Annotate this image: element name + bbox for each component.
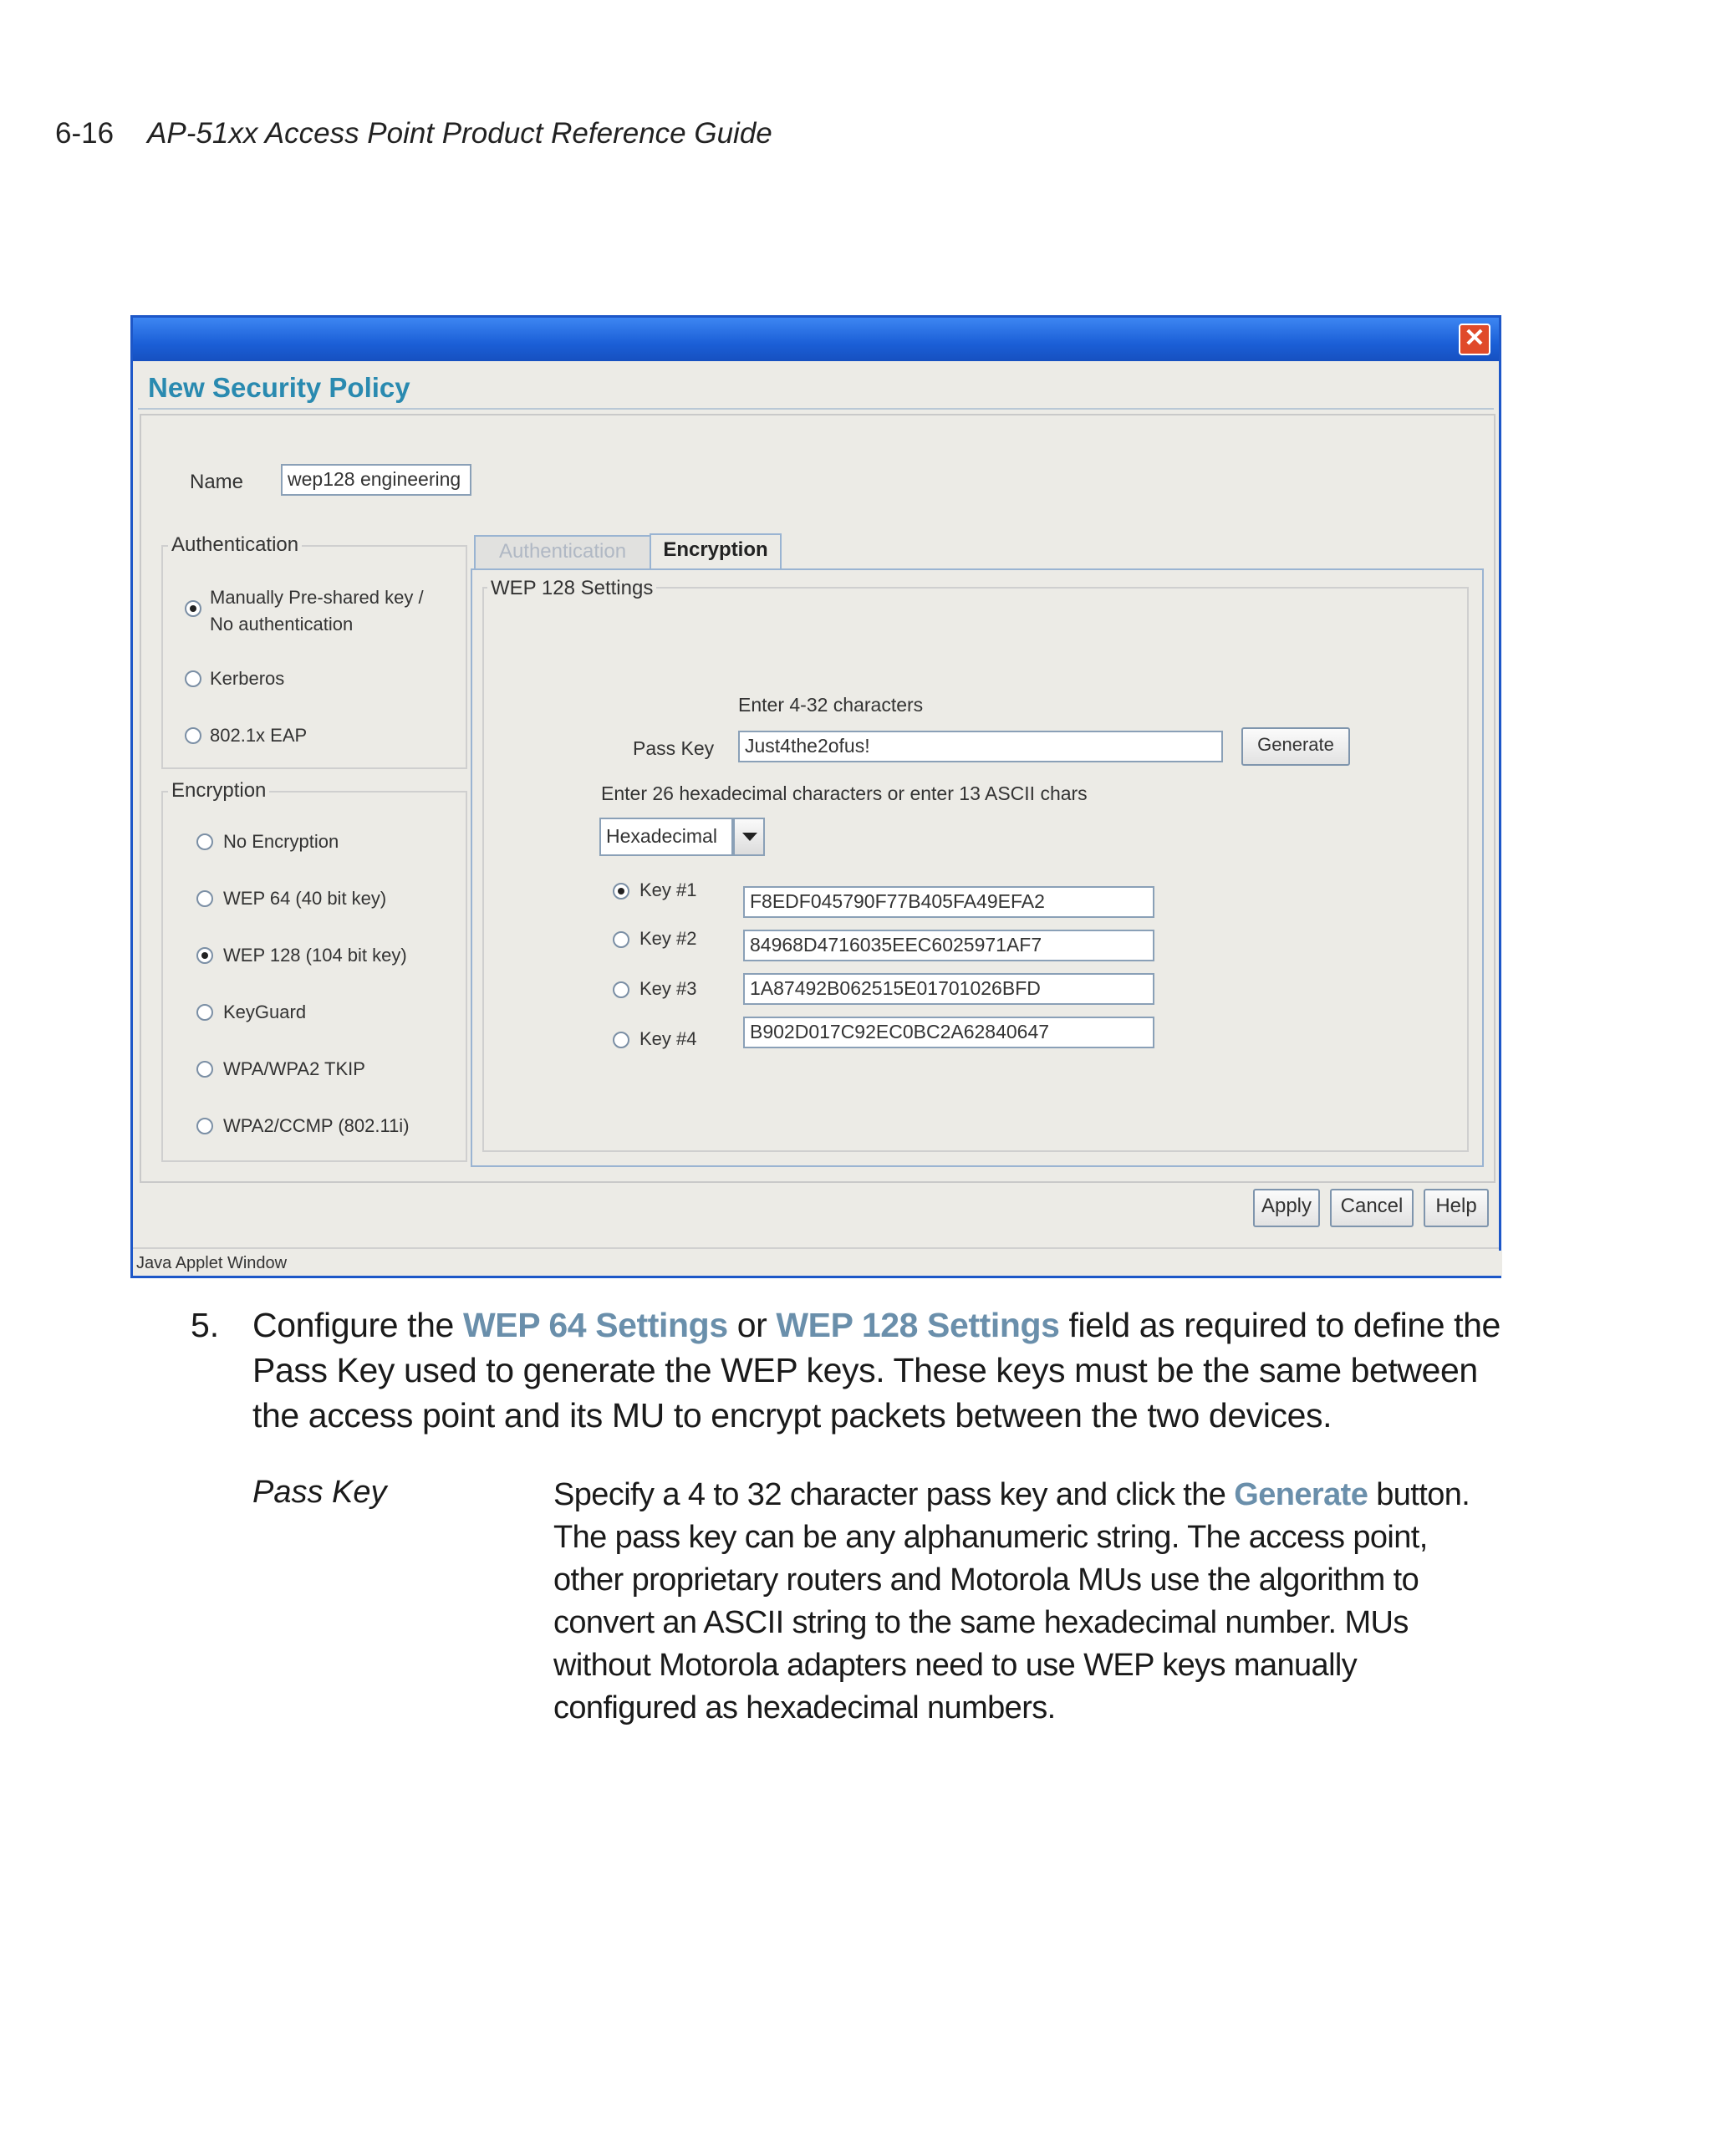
auth-preshared-radio[interactable]: [185, 600, 201, 617]
step-text-2: or: [727, 1306, 777, 1344]
auth-8021x-label: 802.1x EAP: [210, 725, 308, 746]
chevron-down-icon[interactable]: [733, 818, 765, 856]
page-number: 6-16: [55, 117, 115, 150]
auth-kerberos-label: Kerberos: [210, 668, 285, 689]
enc-ccmp-label: WPA2/CCMP (802.11i): [223, 1115, 410, 1136]
status-bar: Java Applet Window: [133, 1251, 1502, 1276]
enc-keyguard-radio[interactable]: [196, 1004, 213, 1021]
definition-text: [553, 1474, 1490, 1730]
name-label: Name: [190, 471, 244, 493]
key3-label: Key #3: [639, 978, 697, 999]
auth-preshared-label-2: No authentication: [210, 614, 354, 635]
security-policy-window: [130, 315, 1501, 1278]
wep-settings-label: WEP 128 Settings: [487, 577, 656, 600]
key1-label: Key #1: [639, 879, 697, 900]
key2-field[interactable]: 84968D4716035EEC6025971AF7: [743, 930, 1154, 961]
help-button[interactable]: Help: [1424, 1189, 1489, 1227]
chevron-down-glyph: [742, 833, 757, 841]
enc-none-label: No Encryption: [223, 831, 339, 852]
wep-settings-group: [482, 587, 1469, 1152]
step-text-3: field as required to define the Pass Key used to generate the WEP keys. These keys must be the same between the access point and its MU to encrypt packets between the two devices.: [252, 1306, 1501, 1435]
pass-key-label: Pass Key: [633, 737, 715, 759]
generate-button[interactable]: Generate: [1241, 727, 1350, 766]
pass-key-input[interactable]: Just4the2ofus!: [738, 731, 1223, 762]
wep128-settings-ref: WEP 128 Settings: [776, 1306, 1060, 1344]
auth-kerberos-radio[interactable]: [185, 670, 201, 687]
pass-key-hint: Enter 4-32 characters: [738, 694, 924, 716]
key4-radio[interactable]: [613, 1032, 629, 1048]
dialog-title: New Security Policy: [148, 372, 410, 403]
auth-8021x-radio[interactable]: [185, 727, 201, 744]
enc-wep128-label: WEP 128 (104 bit key): [223, 945, 407, 966]
auth-preshared-label: Manually Pre-shared key /: [210, 587, 424, 608]
key4-field[interactable]: B902D017C92EC0BC2A62840647: [743, 1017, 1154, 1048]
step-text: [252, 1302, 1523, 1438]
key1-radio[interactable]: [613, 883, 629, 900]
status-divider: [133, 1247, 1499, 1249]
close-icon[interactable]: ✕: [1459, 324, 1490, 355]
key1-field[interactable]: F8EDF045790F77B405FA49EFA2: [743, 886, 1154, 918]
enc-keyguard-label: KeyGuard: [223, 1002, 307, 1022]
definition-text-1: Specify a 4 to 32 character pass key and click the: [553, 1477, 1235, 1512]
definition-text-2: button. The pass key can be any alphanumeric string. The access point, other proprietary routers and Motorola MUs use the algorithm to convert an ASCII string to the same hexadecimal number. MUs without Motorola adapters need to use WEP keys manually configured as hexadecimal numbers.: [553, 1477, 1470, 1725]
tab-authentication[interactable]: Authentication: [474, 535, 651, 568]
tab-encryption[interactable]: Encryption: [650, 533, 782, 570]
encryption-group-label: Encryption: [168, 779, 269, 803]
authentication-group: [161, 545, 467, 769]
hex-hint: Enter 26 hexadecimal characters or enter 13 ASCII chars: [601, 782, 1088, 804]
enc-tkip-radio[interactable]: [196, 1061, 213, 1078]
authentication-group-label: Authentication: [168, 533, 302, 557]
enc-tkip-label: WPA/WPA2 TKIP: [223, 1058, 365, 1079]
enc-wep64-label: WEP 64 (40 bit key): [223, 888, 387, 909]
key-format-select[interactable]: Hexadecimal: [599, 818, 733, 856]
apply-button[interactable]: Apply: [1253, 1189, 1320, 1227]
generate-ref: Generate: [1234, 1477, 1368, 1512]
definition-term: Pass Key: [252, 1475, 387, 1510]
window-titlebar: [133, 318, 1499, 361]
step-number: 5.: [191, 1306, 220, 1344]
page-header: [55, 117, 772, 150]
enc-ccmp-radio[interactable]: [196, 1118, 213, 1134]
key4-label: Key #4: [639, 1028, 697, 1049]
step-text-1: Configure the: [252, 1306, 463, 1344]
key2-label: Key #2: [639, 928, 697, 949]
guide-title: AP-51xx Access Point Product Reference Guide: [147, 117, 772, 150]
wep64-settings-ref: WEP 64 Settings: [462, 1306, 728, 1344]
key2-radio[interactable]: [613, 931, 629, 948]
enc-none-radio[interactable]: [196, 833, 213, 850]
key3-field[interactable]: 1A87492B062515E01701026BFD: [743, 973, 1154, 1005]
enc-wep64-radio[interactable]: [196, 890, 213, 907]
title-divider: [138, 408, 1494, 410]
name-field[interactable]: wep128 engineering: [281, 464, 471, 496]
cancel-button[interactable]: Cancel: [1330, 1189, 1414, 1227]
enc-wep128-radio[interactable]: [196, 947, 213, 964]
key3-radio[interactable]: [613, 981, 629, 998]
